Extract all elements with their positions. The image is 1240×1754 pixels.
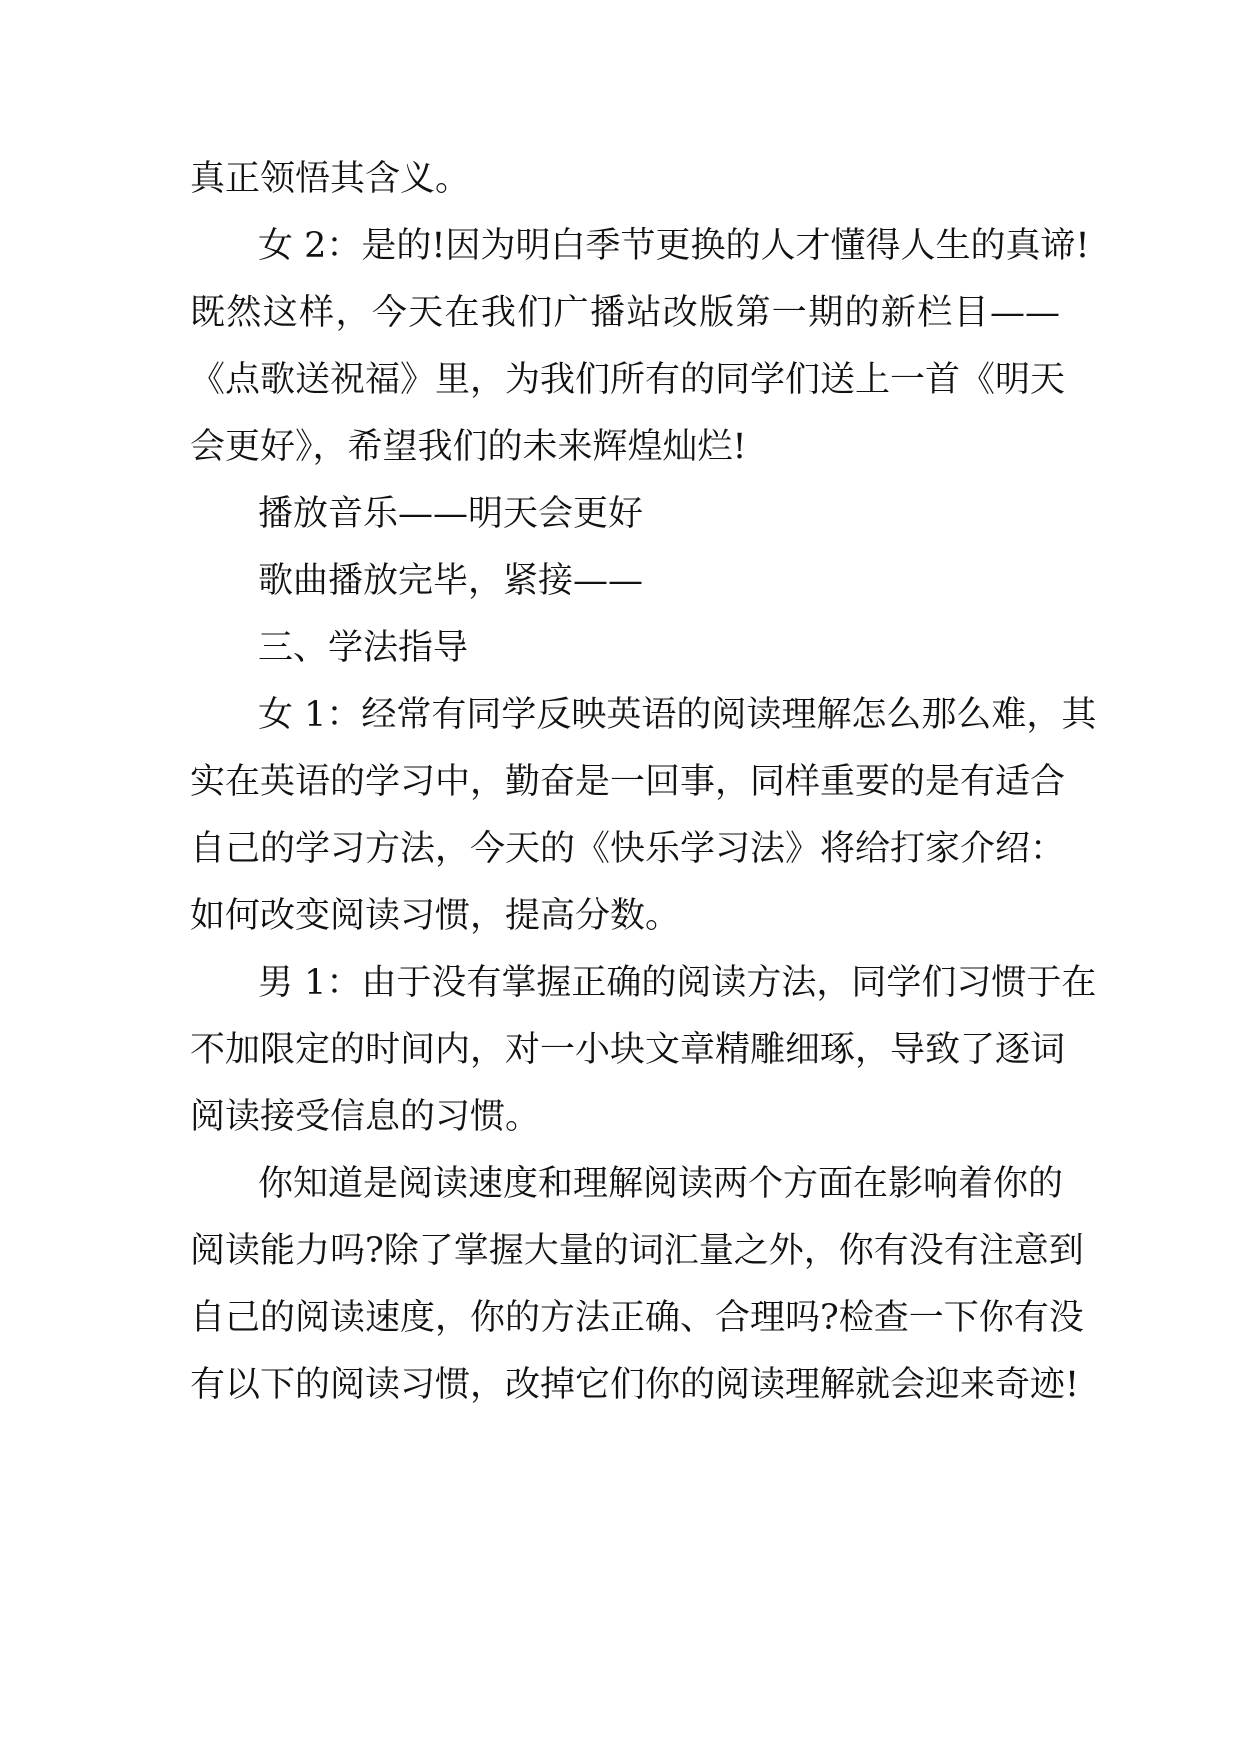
paragraph-line: 你知道是阅读速度和理解阅读两个方面在影响着你的	[258, 1164, 1064, 1204]
paragraph-line: 女 1：经常有同学反映英语的阅读理解怎么那么难，其	[258, 695, 1097, 735]
paragraph-line: 既然这样，今天在我们广播站改版第一期的新栏目——	[190, 293, 1060, 333]
paragraph-line: 有以下的阅读习惯，改掉它们你的阅读理解就会迎来奇迹!	[190, 1365, 1080, 1405]
section-heading: 三、学法指导	[258, 628, 469, 668]
paragraph-line: 阅读接受信息的习惯。	[190, 1097, 541, 1137]
paragraph-line: 不加限定的时间内，对一小块文章精雕细琢，导致了逐词	[190, 1030, 1066, 1070]
paragraph-line: 自己的学习方法，今天的《快乐学习法》将给打家介绍：	[190, 829, 1066, 869]
paragraph-line: 自己的阅读速度，你的方法正确、合理吗?检查一下你有没	[190, 1298, 1084, 1338]
paragraph-line: 真正领悟其含义。	[190, 159, 471, 199]
paragraph-line: 实在英语的学习中，勤奋是一回事，同样重要的是有适合	[190, 762, 1066, 802]
paragraph-line: 会更好》，希望我们的未来辉煌灿烂!	[190, 427, 747, 467]
paragraph-line: 歌曲播放完毕，紧接——	[258, 561, 644, 601]
paragraph-line: 男 1：由于没有掌握正确的阅读方法，同学们习惯于在	[258, 963, 1097, 1003]
paragraph-line: 阅读能力吗?除了掌握大量的词汇量之外，你有没有注意到	[190, 1231, 1084, 1271]
paragraph-line: 《点歌送祝福》里，为我们所有的同学们送上一首《明天	[190, 360, 1066, 400]
paragraph-line: 女 2：是的!因为明白季节更换的人才懂得人生的真谛!	[258, 226, 1090, 266]
paragraph-line: 播放音乐——明天会更好	[258, 494, 644, 534]
paragraph-line: 如何改变阅读习惯，提高分数。	[190, 896, 681, 936]
